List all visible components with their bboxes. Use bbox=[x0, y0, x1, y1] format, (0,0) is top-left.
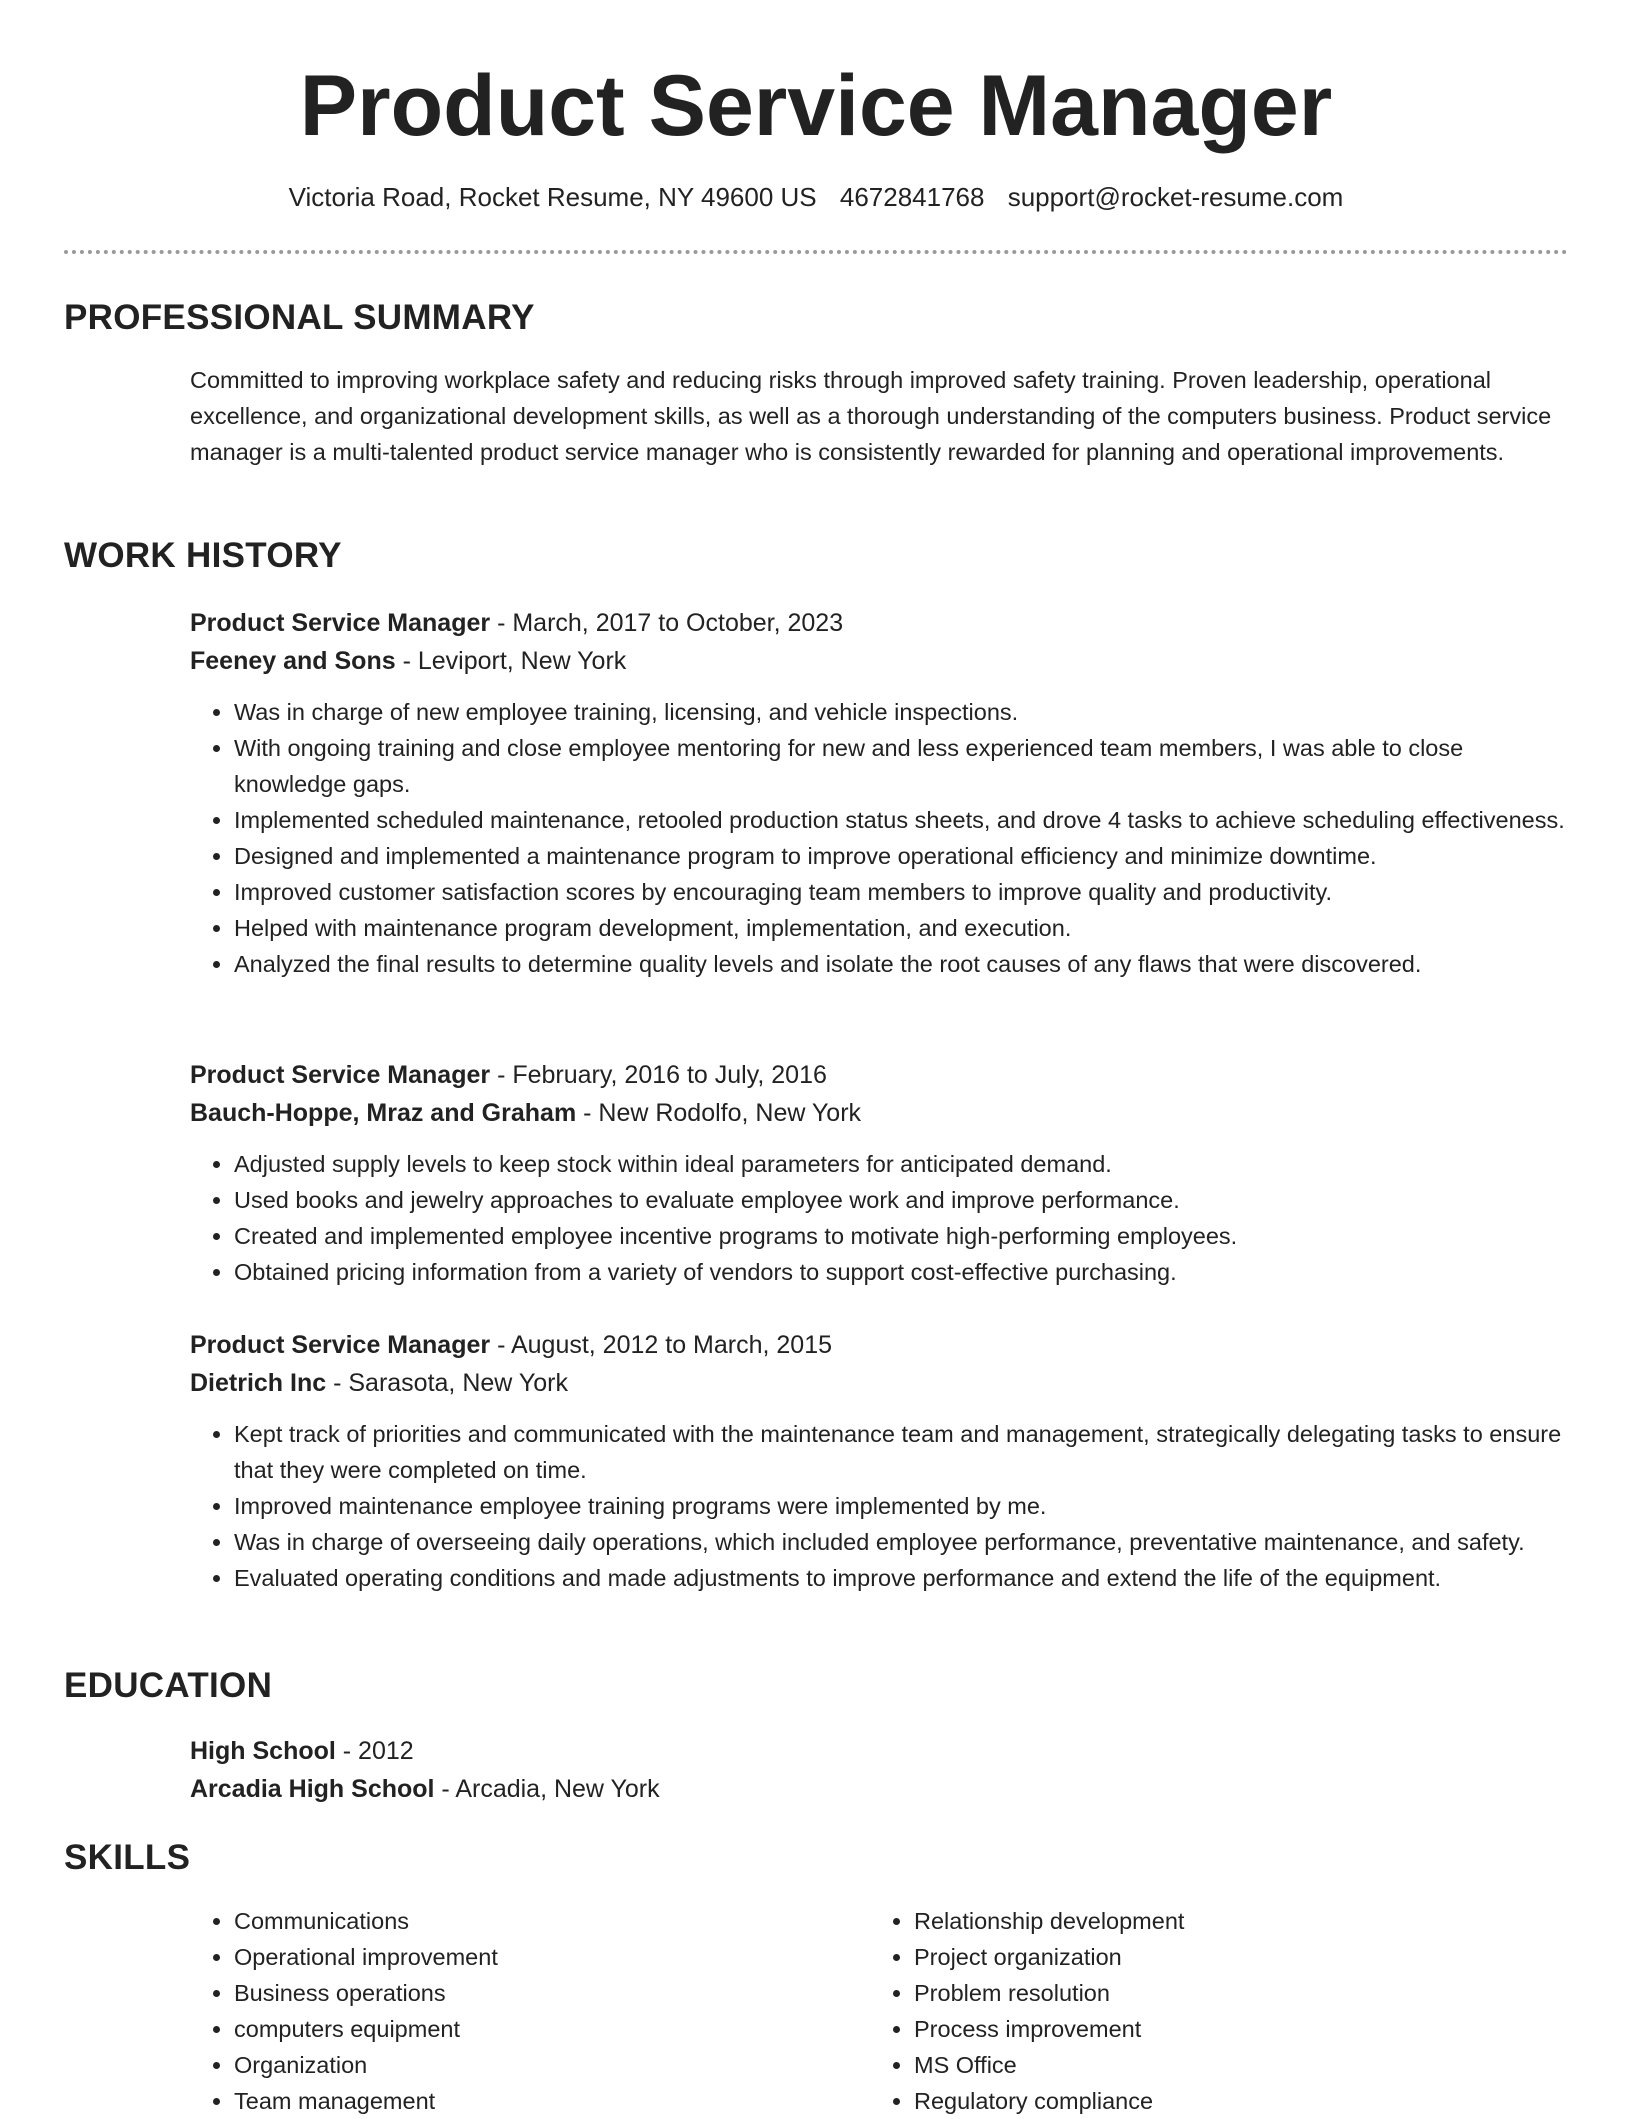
skill-item: • Team management bbox=[234, 2083, 498, 2119]
education-year: - 2012 bbox=[335, 1737, 414, 1765]
job-title-line bbox=[190, 1056, 1568, 1094]
job-dates: - March, 2017 to October, 2023 bbox=[490, 609, 844, 637]
job-bullet: • Designed and implemented a maintenance program to improve operational efficiency and minimize downtime. bbox=[234, 838, 1568, 874]
skill-item: • Regulatory compliance bbox=[914, 2083, 1184, 2119]
job-location: - New Rodolfo, New York bbox=[576, 1099, 862, 1127]
job-location: - Leviport, New York bbox=[395, 647, 627, 675]
education-degree-line bbox=[190, 1732, 1568, 1770]
skill-item: • Process improvement bbox=[914, 2011, 1184, 2047]
job-role: Product Service Manager bbox=[190, 609, 491, 637]
job-title-line bbox=[190, 604, 1568, 642]
skills-heading: SKILLS bbox=[64, 1838, 191, 1877]
job-bullet: • Used books and jewelry approaches to evaluate employee work and improve performance. bbox=[234, 1182, 1568, 1218]
summary-text: Committed to improving workplace safety and reducing risks through improved safety training. Proven leadership, operational excellence, and organizational development skills, as well as a thorough understanding of the computers business. Product service manager is a multi-talented product service manager who is consistently rewarded for planning and operational improvements. bbox=[190, 367, 1552, 465]
job-company: Dietrich Inc bbox=[190, 1369, 327, 1397]
skill-item: • Communications bbox=[234, 1903, 498, 1939]
education-school-line bbox=[190, 1770, 1568, 1808]
job-bullet: • Created and implemented employee incentive programs to motivate high-performing employees. bbox=[234, 1218, 1568, 1254]
education-degree: High School bbox=[190, 1737, 336, 1765]
education-location: - Arcadia, New York bbox=[434, 1775, 660, 1803]
job-role: Product Service Manager bbox=[190, 1061, 491, 1089]
job-company: Bauch-Hoppe, Mraz and Graham bbox=[190, 1099, 577, 1127]
resume-name: Product Service Manager bbox=[299, 58, 1333, 154]
skills-column-left bbox=[190, 1903, 498, 2119]
job-dates: - August, 2012 to March, 2015 bbox=[490, 1331, 833, 1359]
skill-item: • Problem resolution bbox=[914, 1975, 1184, 2011]
education-school: Arcadia High School bbox=[190, 1775, 435, 1803]
skill-item: • Operational improvement bbox=[234, 1939, 498, 1975]
education-heading: EDUCATION bbox=[64, 1666, 273, 1705]
job-bullet: • Obtained pricing information from a variety of vendors to support cost-effective purchasing. bbox=[234, 1254, 1568, 1290]
job-bullet: • Improved customer satisfaction scores by encouraging team members to improve quality and productivity. bbox=[234, 874, 1568, 910]
job-location: - Sarasota, New York bbox=[326, 1369, 568, 1397]
work-history-heading: WORK HISTORY bbox=[64, 536, 342, 575]
skill-item: • Project organization bbox=[914, 1939, 1184, 1975]
skill-item: • Business operations bbox=[234, 1975, 498, 2011]
job-entry bbox=[190, 604, 1568, 982]
job-entry bbox=[190, 1056, 1568, 1290]
job-bullet: • Helped with maintenance program development, implementation, and execution. bbox=[234, 910, 1568, 946]
skill-item: • computers equipment bbox=[234, 2011, 498, 2047]
skill-item: • MS Office bbox=[914, 2047, 1184, 2083]
job-company-line bbox=[190, 1364, 1568, 1402]
job-bullet: • Was in charge of overseeing daily operations, which included employee performance, preventative maintenance, and safety. bbox=[234, 1524, 1568, 1560]
job-company-line bbox=[190, 642, 1568, 680]
job-bullet: • Kept track of priorities and communicated with the maintenance team and management, strategically delegating tasks to ensure that they were completed on time. bbox=[234, 1416, 1568, 1488]
skill-item: • Organization bbox=[234, 2047, 498, 2083]
job-bullet: • Was in charge of new employee training, licensing, and vehicle inspections. bbox=[234, 694, 1568, 730]
contact-line bbox=[64, 180, 1568, 214]
job-bullet: • With ongoing training and close employee mentoring for new and less experienced team members, I was able to close knowledge gaps. bbox=[234, 730, 1568, 802]
job-bullets bbox=[190, 1416, 1568, 1596]
job-bullet: • Evaluated operating conditions and made adjustments to improve performance and extend the life of the equipment. bbox=[234, 1560, 1568, 1596]
header-divider bbox=[64, 250, 1568, 254]
job-company-line bbox=[190, 1094, 1568, 1132]
job-bullets bbox=[190, 694, 1568, 982]
job-bullets bbox=[190, 1146, 1568, 1290]
summary-heading: PROFESSIONAL SUMMARY bbox=[64, 298, 535, 337]
job-title-line bbox=[190, 1326, 1568, 1364]
skill-item: • Relationship development bbox=[914, 1903, 1184, 1939]
job-bullet: • Adjusted supply levels to keep stock within ideal parameters for anticipated demand. bbox=[234, 1146, 1568, 1182]
education-entry bbox=[190, 1732, 1568, 1808]
job-company: Feeney and Sons bbox=[190, 647, 396, 675]
job-entry bbox=[190, 1326, 1568, 1596]
summary-block bbox=[190, 362, 1568, 470]
job-role: Product Service Manager bbox=[190, 1331, 491, 1359]
contact-email: support@rocket-resume.com bbox=[1007, 182, 1344, 212]
job-bullet: • Implemented scheduled maintenance, retooled production status sheets, and drove 4 tasks to achieve scheduling effectiveness. bbox=[234, 802, 1568, 838]
job-dates: - February, 2016 to July, 2016 bbox=[490, 1061, 827, 1089]
job-bullet: • Analyzed the final results to determine quality levels and isolate the root causes of any flaws that were discovered. bbox=[234, 946, 1568, 982]
contact-address: Victoria Road, Rocket Resume, NY 49600 US bbox=[288, 182, 817, 212]
skills-column-right bbox=[870, 1903, 1184, 2119]
resume-page bbox=[64, 0, 1568, 2114]
contact-phone: 4672841768 bbox=[839, 182, 985, 212]
job-bullet: • Improved maintenance employee training programs were implemented by me. bbox=[234, 1488, 1568, 1524]
